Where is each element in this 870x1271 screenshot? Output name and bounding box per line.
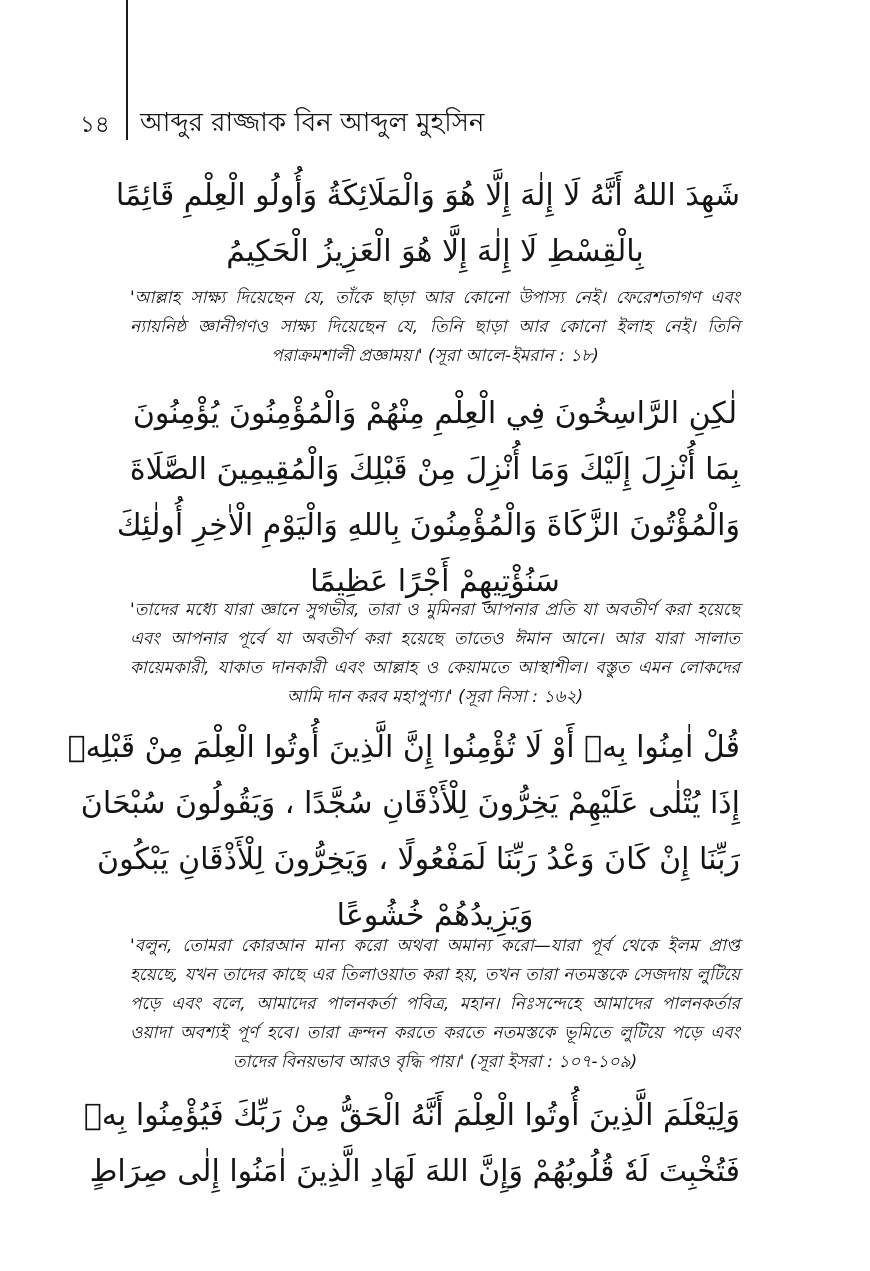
page-number: ১৪ [80, 112, 110, 138]
translation-text: 'তাদের মধ্যে যারা জ্ঞানে সুগভীর, তারা ও মুমিনরা আপনার প্রতি যা অবতীর্ণ করা হয়েছে এবং আপনার পূর্বে যা অবতীর্ণ করা হয়েছে তাতেও ঈমান আনে। আর যারা সালাত কায়েমকারী, যাকাত দানকারী এবং আল্লাহ ও কেয়ামতে আস্থাশীল। বস্তুত এমন লোকদের আমি দান করব মহাপুণ্য।' (সূরা নিসা : ১৬২) [130, 600, 740, 707]
arabic-line: وَلِيَعْلَمَ الَّذِينَ أُوتُوا الْعِلْمَ أَنَّهُ الْحَقُّ مِنْ رَبِّكَ فَيُؤْمِنُوا بِهٖ [83, 1098, 740, 1133]
translation-1 [130, 284, 740, 371]
arabic-line: سَنُؤْتِيهِمْ أَجْرًا عَظِيمًا [310, 564, 560, 599]
arabic-line: فَتُخْبِتَ لَهٗ قُلُوبُهُمْ وَإِنَّ اللهَ لَهَادِ الَّذِينَ اٰمَنُوا إِلٰى صِرَاطٍ [89, 1154, 740, 1189]
arabic-line: وَيَزِيدُهُمْ خُشُوعًا [336, 898, 534, 933]
arabic-text [115, 168, 740, 280]
running-title: আব্দুর রাজ্জাক বিন আব্দুল মুহসিন [140, 108, 485, 138]
page-header [0, 100, 870, 140]
arabic-verse-2 [116, 386, 740, 610]
arabic-text [116, 386, 740, 610]
translation-text: 'আল্লাহ সাক্ষ্য দিয়েছেন যে, তাঁকে ছাড়া আর কোনো উপাস্য নেই। ফেরেশতাগণ এবং ন্যায়নিষ্ঠ জ্ঞানীগণও সাক্ষ্য দিয়েছেন যে, তিনি ছাড়া আর কোনো ইলাহ নেই। তিনি পরাক্রমশালী প্রজ্ঞাময়।' (সূরা আলে-ইমরান : ১৮) [130, 288, 740, 366]
arabic-line: بِالْقِسْطِ لَا إِلٰهَ إِلَّا هُوَ الْعَزِيزُ الْحَكِيمُ [226, 234, 644, 269]
translation-text: 'বলুন, তোমরা কোরআন মান্য করো অথবা অমান্য করো—যারা পূর্ব থেকে ইলম প্রাপ্ত হয়েছে, যখন তাদের কাছে এর তিলাওয়াত করা হয়, তখন তারা নতমস্তকে সেজদায় লুটিয়ে পড়ে এবং বলে, আমাদের পালনকর্তা পবিত্র, মহান। নিঃসন্দেহে আমাদের পালনকর্তার ওয়াদা অবশ্যই পূর্ণ হবে। তারা ক্রন্দন করতে করতে নতমস্তকে ভূমিতে লুটিয়ে পড়ে এবং তাদের বিনয়ভাব আরও বৃদ্ধি পায়।' (সূরা ইসরা : ১০৭-১০৯) [130, 936, 740, 1072]
translation-2 [130, 596, 740, 712]
arabic-line: وَالْمُؤْتُونَ الزَّكَاةَ وَالْمُؤْمِنُونَ بِاللهِ وَالْيَوْمِ الْاٰخِرِ أُولٰئِكَ [116, 508, 740, 543]
arabic-line: قُلْ اٰمِنُوا بِهٖ أَوْ لَا تُؤْمِنُوا إِنَّ الَّذِينَ أُوتُوا الْعِلْمَ مِنْ قَبْلِهٖ [67, 730, 740, 765]
arabic-verse-3 [67, 720, 740, 944]
arabic-text [83, 1088, 740, 1200]
arabic-line: إِذَا يُتْلٰى عَلَيْهِمْ يَخِرُّونَ لِلْأَذْقَانِ سُجَّدًا ، وَيَقُولُونَ سُبْحَانَ [80, 786, 740, 821]
arabic-line: شَهِدَ اللهُ أَنَّهُ لَا إِلٰهَ إِلَّا هُوَ وَالْمَلَائِكَةُ وَأُولُو الْعِلْمِ قَائِمًا [115, 178, 740, 213]
translation-3 [130, 932, 740, 1077]
arabic-text [67, 720, 740, 944]
arabic-line: رَبِّنَا إِنْ كَانَ وَعْدُ رَبِّنَا لَمَفْعُولًا ، وَيَخِرُّونَ لِلْأَذْقَانِ يَبْكُونَ [97, 842, 740, 877]
arabic-verse-4 [83, 1088, 740, 1200]
arabic-verse-1 [115, 168, 740, 280]
arabic-line: لٰكِنِ الرَّاسِخُونَ فِي الْعِلْمِ مِنْهُمْ وَالْمُؤْمِنُونَ يُؤْمِنُونَ [132, 396, 738, 431]
arabic-line: بِمَا أُنْزِلَ إِلَيْكَ وَمَا أُنْزِلَ مِنْ قَبْلِكَ وَالْمُقِيمِينَ الصَّلَاةَ [129, 452, 740, 487]
